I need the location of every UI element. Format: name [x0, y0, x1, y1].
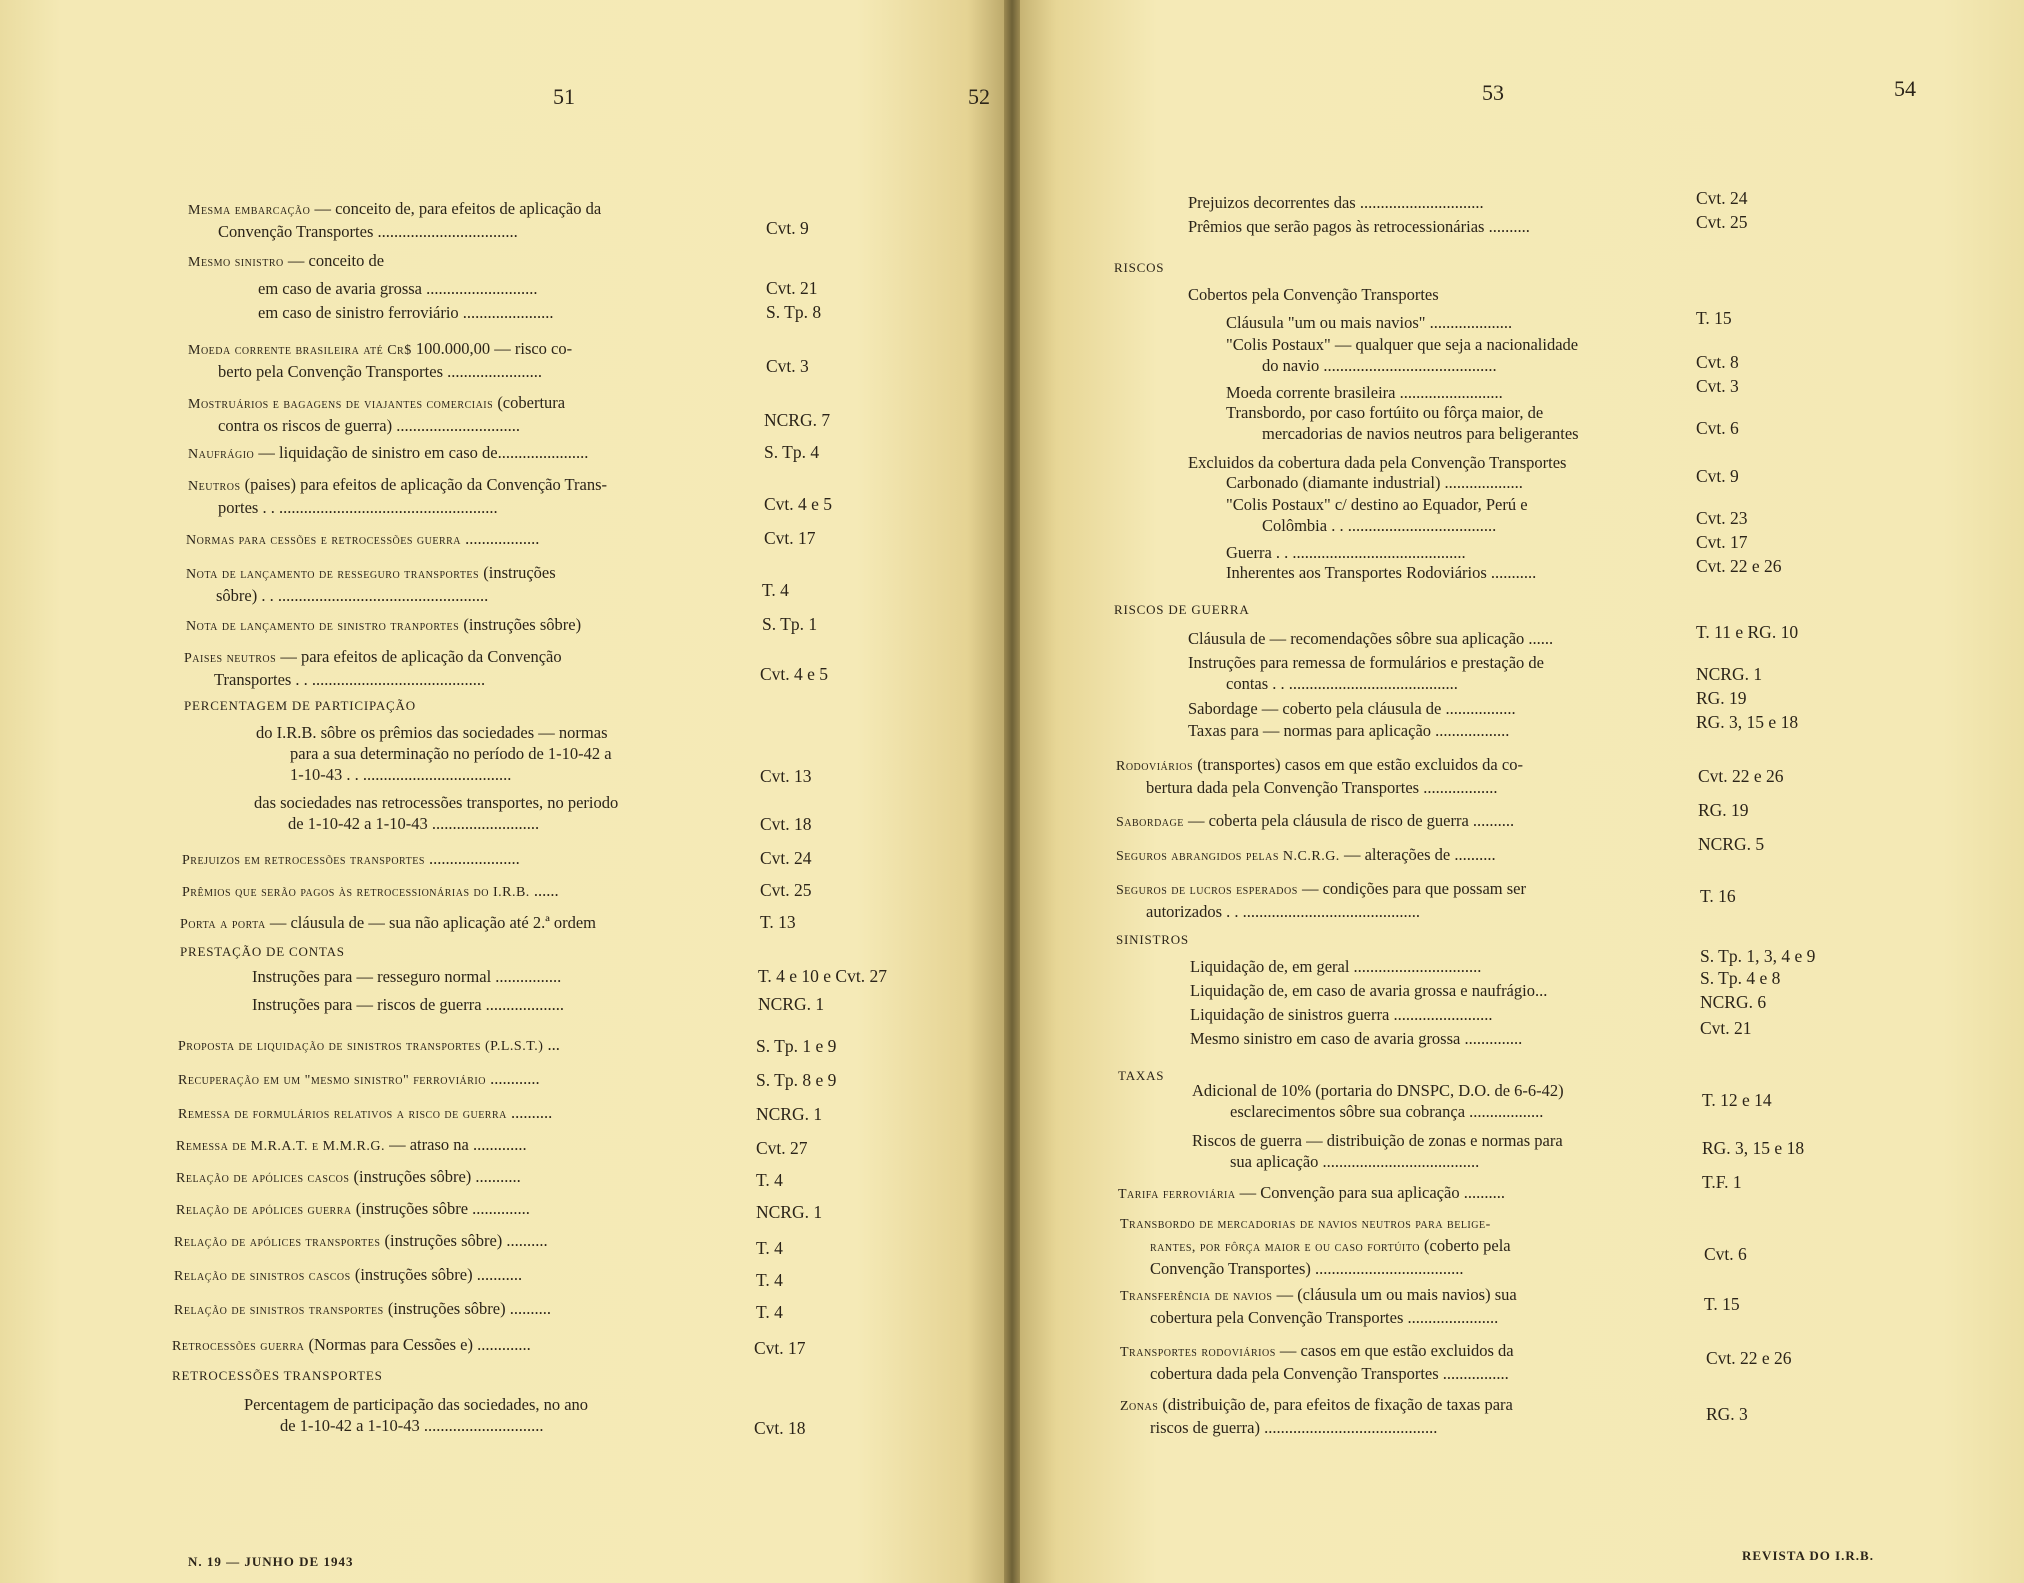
entry-heading: Relação de apólices transportes [174, 1235, 381, 1250]
entry-reference: T. 12 e 14 [1702, 1090, 1772, 1110]
entry-text: ...................... [424, 849, 520, 868]
entry-reference: T. 4 [762, 580, 789, 600]
entry-text: ............ [485, 1069, 540, 1088]
entry-reference: S. Tp. 1, 3, 4 e 9 [1700, 946, 1816, 966]
entry-heading: Prêmios que serão pagos às retrocessionárias do I.R.B. [182, 885, 530, 900]
index-entry [1116, 810, 1676, 833]
index-entry [182, 880, 742, 903]
entry-heading: Seguros de lucros esperados [1116, 883, 1298, 898]
entry-text: ... [543, 1035, 560, 1054]
index-entry [178, 1102, 738, 1125]
index-entry [188, 474, 748, 518]
entry-reference: RG. 19 [1696, 688, 1747, 708]
entry-text: (distribuição de, para efeitos de fixação de taxas para [1158, 1395, 1513, 1414]
entry-text: de 1-10-42 a 1-10-43 ............................. [280, 1416, 544, 1435]
entry-text: — conceito de, para efeitos de aplicação da [310, 199, 602, 218]
entry-text: (instruções sôbre) ........... [349, 1167, 521, 1186]
entry-heading: Relação de apólices cascos [176, 1171, 350, 1186]
entry-text: (instruções sôbre) .......... [380, 1231, 548, 1250]
section-heading: RETROCESSÕES TRANSPORTES [172, 1368, 383, 1383]
entry-reference: Cvt. 24 [760, 848, 812, 868]
entry-reference: Cvt. 9 [1696, 466, 1739, 486]
index-entry [174, 1264, 734, 1287]
entry-reference: T.F. 1 [1702, 1172, 1742, 1192]
sub-entry: Taxas para — normas para aplicação .................. [1188, 721, 1510, 740]
entry-text: (transportes) casos em que estão excluidos da co- [1193, 755, 1523, 774]
entry-reference: T. 16 [1700, 886, 1736, 906]
entry-reference: Cvt. 24 [1696, 188, 1748, 208]
sub-entry: em caso de avaria grossa ........................... [258, 279, 538, 298]
entry-text: portes . . ..................................................... [218, 498, 498, 517]
entry-reference: RG. 19 [1698, 800, 1749, 820]
index-entry [1120, 1284, 1686, 1328]
page-number-52: 52 [968, 84, 990, 109]
book-gutter [1004, 0, 1020, 1583]
entry-text: (instruções sôbre) [459, 615, 582, 634]
entry-text: 1-10-43 . . .................................... [290, 765, 512, 784]
entry-text: — liquidação de sinistro em caso de...................... [254, 443, 589, 462]
section-heading: RISCOS DE GUERRA [1114, 602, 1250, 617]
entry-heading: Recuperação em um "mesmo sinistro" ferroviário [178, 1073, 486, 1088]
entry-text: contra os riscos de guerra) .............................. [218, 416, 520, 435]
entry-text: .................. [461, 529, 540, 548]
index-entry [1120, 1394, 1686, 1438]
entry-heading: Neutros [188, 479, 241, 494]
entry-heading: Mesma embarcação [188, 203, 311, 218]
sub-entry: Liquidação de, em caso de avaria grossa e naufrágio... [1190, 981, 1548, 1000]
entry-text: Convenção Transportes) .................................... [1150, 1259, 1464, 1278]
entry-heading: Rodoviários [1116, 759, 1194, 774]
index-entry [188, 198, 748, 242]
sub-entry [254, 792, 734, 834]
sub-entry [1226, 494, 1676, 536]
section-heading: RISCOS [1114, 260, 1165, 275]
entry-heading: Tarifa ferroviária [1118, 1187, 1236, 1202]
entry-reference: Cvt. 17 [1696, 532, 1748, 552]
entry-text: de 1-10-42 a 1-10-43 .......................... [288, 814, 540, 833]
entry-text: 100.000,00 — risco co- [411, 339, 573, 358]
entry-reference: Cvt. 13 [760, 766, 812, 786]
index-entry [178, 1034, 738, 1057]
entry-reference: Cvt. 6 [1696, 418, 1739, 438]
entry-text: bertura dada pela Convenção Transportes .................. [1146, 778, 1498, 797]
index-entry [1116, 878, 1676, 922]
entry-text: esclarecimentos sôbre sua cobrança .................. [1230, 1102, 1544, 1121]
page-number-54: 54 [1894, 76, 1916, 101]
sub-entry: Excluidos da cobertura dada pela Convenção Transportes [1188, 453, 1567, 472]
entry-text: cobertura dada pela Convenção Transportes ................ [1150, 1364, 1509, 1383]
sub-entry [1188, 652, 1678, 694]
index-entry [176, 1134, 736, 1157]
entry-text: "Colis Postaux" — qualquer que seja a nacionalidade [1226, 335, 1579, 354]
sub-entry: Prejuizos decorrentes das .............................. [1188, 193, 1484, 212]
sub-entry: Liquidação de, em geral ............................... [1190, 957, 1482, 976]
index-entry [188, 392, 748, 436]
entry-text: (instruções sôbre) .......... [383, 1299, 551, 1318]
entry-reference: T. 13 [760, 912, 796, 932]
entry-heading: Relação de sinistros cascos [174, 1269, 351, 1284]
entry-text: Convenção Transportes .................................. [218, 222, 518, 241]
index-entry [188, 250, 748, 273]
entry-reference: Cvt. 3 [1696, 376, 1739, 396]
index-entry [186, 528, 746, 551]
entry-reference: NCRG. 1 [756, 1202, 823, 1222]
entry-reference: NCRG. 6 [1700, 992, 1767, 1012]
sub-entry: Inherentes aos Transportes Rodoviários ........... [1226, 563, 1537, 582]
entry-text: — condições para que possam ser [1297, 879, 1526, 898]
entry-reference: T. 15 [1704, 1294, 1740, 1314]
sub-entry [1226, 402, 1676, 444]
entry-heading: Remessa de M.R.A.T. e M.M.R.G. [176, 1139, 385, 1154]
entry-reference: Cvt. 21 [766, 278, 818, 298]
entry-text: Riscos de guerra — distribuição de zonas e normas para [1192, 1131, 1563, 1150]
entry-reference: S. Tp. 4 e 8 [1700, 968, 1781, 988]
section-heading: SINISTROS [1116, 932, 1189, 947]
entry-text: do I.R.B. sôbre os prêmios das sociedades — normas [256, 723, 608, 742]
entry-reference: Cvt. 22 e 26 [1696, 556, 1782, 576]
sub-entry: Cobertos pela Convenção Transportes [1188, 285, 1439, 304]
entry-reference: T. 4 [756, 1270, 783, 1290]
entry-text: Instruções para remessa de formulários e prestação de [1188, 653, 1544, 672]
entry-reference: S. Tp. 4 [764, 442, 820, 462]
entry-heading: Transbordo de mercadorias de navios neutros para belige- [1120, 1217, 1491, 1232]
entry-heading: Paises neutros [184, 651, 277, 666]
entry-reference: S. Tp. 8 [766, 302, 822, 322]
entry-heading: Relação de apólices guerra [176, 1203, 352, 1218]
entry-text: mercadorias de navios neutros para beligerantes [1262, 424, 1579, 443]
entry-heading: Seguros abrangidos pelas N.C.R.G. [1116, 849, 1340, 864]
sub-entry [244, 1394, 724, 1436]
entry-text: — atraso na ............. [384, 1135, 527, 1154]
entry-heading: Moeda corrente brasileira até Cr$ [188, 343, 412, 358]
entry-heading: Porta a porta [180, 917, 266, 932]
index-entry [188, 338, 748, 382]
footer-issue: N. 19 — JUNHO DE 1943 [188, 1554, 354, 1569]
page-number-53: 53 [1482, 80, 1504, 105]
entry-text: — cláusula de — sua não aplicação até 2.ª ordem [265, 913, 597, 932]
index-entry [188, 442, 748, 465]
entry-heading: Nota de lançamento de sinistro tranportes [186, 619, 460, 634]
section-heading: PRESTAÇÃO DE CONTAS [180, 944, 345, 959]
entry-reference: Cvt. 17 [764, 528, 816, 548]
entry-text: (Normas para Cessões e) ............. [304, 1335, 531, 1354]
index-entry [174, 1298, 734, 1321]
sub-entry: Cláusula de — recomendações sôbre sua aplicação ...... [1188, 629, 1554, 648]
entry-reference: T. 4 [756, 1170, 783, 1190]
entry-text: ...... [529, 881, 559, 900]
entry-reference: NCRG. 5 [1698, 834, 1765, 854]
entry-reference: Cvt. 22 e 26 [1706, 1348, 1792, 1368]
entry-text: (instruções [479, 563, 556, 582]
entry-reference: Cvt. 23 [1696, 508, 1748, 528]
footer-journal: REVISTA DO I.R.B. [1742, 1548, 1874, 1563]
entry-text: Adicional de 10% (portaria do DNSPC, D.O. de 6-6-42) [1192, 1081, 1564, 1100]
index-entry [1116, 844, 1676, 867]
index-entry [176, 1198, 736, 1221]
entry-reference: T. 15 [1696, 308, 1732, 328]
index-entry [174, 1230, 734, 1253]
entry-text: riscos de guerra) .......................................... [1150, 1418, 1438, 1437]
sub-entry: Sabordage — coberto pela cláusula de ................. [1188, 699, 1516, 718]
entry-heading: Nota de lançamento de resseguro transportes [186, 567, 480, 582]
index-entry [1120, 1212, 1686, 1279]
entry-reference: Cvt. 6 [1704, 1244, 1747, 1264]
entry-reference: S. Tp. 1 [762, 614, 818, 634]
index-entry [186, 614, 746, 637]
sub-entry: em caso de sinistro ferroviário ...................... [258, 303, 554, 322]
entry-reference: Cvt. 25 [1696, 212, 1748, 232]
entry-heading: Sabordage [1116, 815, 1184, 830]
entry-reference: Cvt. 9 [766, 218, 809, 238]
entry-reference: RG. 3, 15 e 18 [1696, 712, 1799, 732]
entry-text: (instruções sôbre) ........... [350, 1265, 523, 1284]
sub-entry: Cláusula "um ou mais navios" .................... [1226, 313, 1513, 332]
sub-entry: Mesmo sinistro em caso de avaria grossa .............. [1190, 1029, 1523, 1048]
sub-entry: Carbonado (diamante industrial) ................... [1226, 473, 1523, 492]
entry-heading: Remessa de formulários relativos a risco de guerra [178, 1107, 507, 1122]
entry-text: Percentagem de participação das sociedades, no ano [244, 1395, 589, 1414]
entry-text: — alterações de .......... [1339, 845, 1496, 864]
entry-text: das sociedades nas retrocessões transportes, no periodo [254, 793, 619, 812]
entry-reference: Cvt. 25 [760, 880, 812, 900]
index-entry [176, 1166, 736, 1189]
entry-text: — coberta pela cláusula de risco de guerra .......... [1183, 811, 1515, 830]
entry-text: (paises) para efeitos de aplicação da Convenção Trans- [240, 475, 608, 494]
entry-text: cobertura pela Convenção Transportes ...................... [1150, 1308, 1499, 1327]
entry-text: .......... [506, 1103, 553, 1122]
entry-text: — Convenção para sua aplicação .......... [1235, 1183, 1505, 1202]
entry-text: autorizados . . ........................................... [1146, 902, 1421, 921]
entry-reference: Cvt. 3 [766, 356, 809, 376]
sub-entry [1192, 1080, 1682, 1122]
entry-text: contas . . ......................................... [1226, 674, 1458, 693]
entry-heading: Proposta de liquidação de sinistros transportes (P.L.S.T.) [178, 1039, 544, 1054]
entry-reference: NCRG. 1 [758, 994, 825, 1014]
entry-text: berto pela Convenção Transportes ....................... [218, 362, 542, 381]
entry-reference: RG. 3 [1706, 1404, 1748, 1424]
index-entry [180, 912, 740, 935]
entry-text: (coberto pela [1419, 1236, 1511, 1255]
entry-text: — conceito de [283, 251, 385, 270]
index-entry [184, 646, 744, 690]
entry-reference: T. 4 [756, 1238, 783, 1258]
entry-reference: NCRG. 1 [756, 1104, 823, 1124]
entry-text: "Colis Postaux" c/ destino ao Equador, Perú e [1226, 495, 1528, 514]
entry-reference: NCRG. 1 [1696, 664, 1763, 684]
index-entry [1116, 754, 1676, 798]
entry-reference: Cvt. 17 [754, 1338, 806, 1358]
entry-heading: Retrocessões guerra [172, 1339, 305, 1354]
entry-reference: Cvt. 22 e 26 [1698, 766, 1784, 786]
entry-heading: rantes, por fôrça maior e ou caso fortúito [1150, 1240, 1420, 1255]
entry-text: Colômbia . . .................................... [1262, 516, 1497, 535]
sub-entry: Liquidação de sinistros guerra ........................ [1190, 1005, 1493, 1024]
entry-text: do navio .......................................... [1262, 356, 1497, 375]
index-entry [182, 848, 742, 871]
entry-heading: Mostruários e bagagens de viajantes comerciais [188, 397, 494, 412]
entry-reference: T. 11 e RG. 10 [1696, 622, 1799, 642]
entry-reference: S. Tp. 1 e 9 [756, 1036, 837, 1056]
entry-heading: Transferência de navios [1120, 1289, 1273, 1304]
index-entry [1118, 1182, 1678, 1205]
entry-reference: S. Tp. 8 e 9 [756, 1070, 837, 1090]
entry-heading: Transportes rodoviários [1120, 1345, 1276, 1360]
entry-reference: Cvt. 4 e 5 [760, 664, 829, 684]
entry-reference: NCRG. 7 [764, 410, 831, 430]
entry-text: sua aplicação ...................................... [1230, 1152, 1480, 1171]
entry-text: — (cláusula um ou mais navios) sua [1272, 1285, 1517, 1304]
entry-reference: Cvt. 27 [756, 1138, 808, 1158]
sub-entry: Moeda corrente brasileira ......................... [1226, 383, 1503, 402]
entry-heading: Mesmo sinistro [188, 255, 284, 270]
page-number-51: 51 [553, 84, 575, 109]
entry-heading: Naufrágio [188, 447, 255, 462]
entry-reference: Cvt. 21 [1700, 1018, 1752, 1038]
entry-reference: Cvt. 18 [760, 814, 812, 834]
sub-entry: Guerra . . .......................................... [1226, 543, 1466, 562]
entry-text: (instruções sôbre .............. [351, 1199, 530, 1218]
section-heading: PERCENTAGEM DE PARTICIPAÇÃO [184, 698, 416, 713]
entry-heading: Zonas [1120, 1399, 1159, 1414]
entry-text: sôbre) . . ................................................... [216, 586, 489, 605]
entry-text: para a sua determinação no período de 1-10-42 a [290, 744, 612, 763]
index-entry [178, 1068, 738, 1091]
entry-heading: Relação de sinistros transportes [174, 1303, 384, 1318]
sub-entry [1192, 1130, 1682, 1172]
sub-entry: Instruções para — resseguro normal ................ [252, 967, 562, 986]
index-entry [172, 1334, 732, 1357]
entry-text: — para efeitos de aplicação da Convenção [276, 647, 562, 666]
sub-entry: Prêmios que serão pagos às retrocessionárias .......... [1188, 217, 1530, 236]
entry-reference: Cvt. 8 [1696, 352, 1739, 372]
sub-entry [1226, 334, 1676, 376]
sub-entry [256, 722, 736, 785]
index-entry [186, 562, 746, 606]
index-entry [1120, 1340, 1686, 1384]
entry-reference: T. 4 [756, 1302, 783, 1322]
entry-text: Transportes . . .......................................... [214, 670, 486, 689]
entry-reference: Cvt. 18 [754, 1418, 806, 1438]
section-heading: TAXAS [1118, 1068, 1165, 1083]
entry-text: Transbordo, por caso fortúito ou fôrça maior, de [1226, 403, 1544, 422]
entry-reference: T. 4 e 10 e Cvt. 27 [758, 966, 887, 986]
entry-reference: Cvt. 4 e 5 [764, 494, 833, 514]
entry-reference: RG. 3, 15 e 18 [1702, 1138, 1805, 1158]
sub-entry: Instruções para — riscos de guerra ................... [252, 995, 565, 1014]
entry-heading: Normas para cessões e retrocessões guerra [186, 533, 462, 548]
entry-text: (cobertura [493, 393, 566, 412]
entry-heading: Prejuizos em retrocessões transportes [182, 853, 425, 868]
entry-text: — casos em que estão excluidos da [1275, 1341, 1514, 1360]
